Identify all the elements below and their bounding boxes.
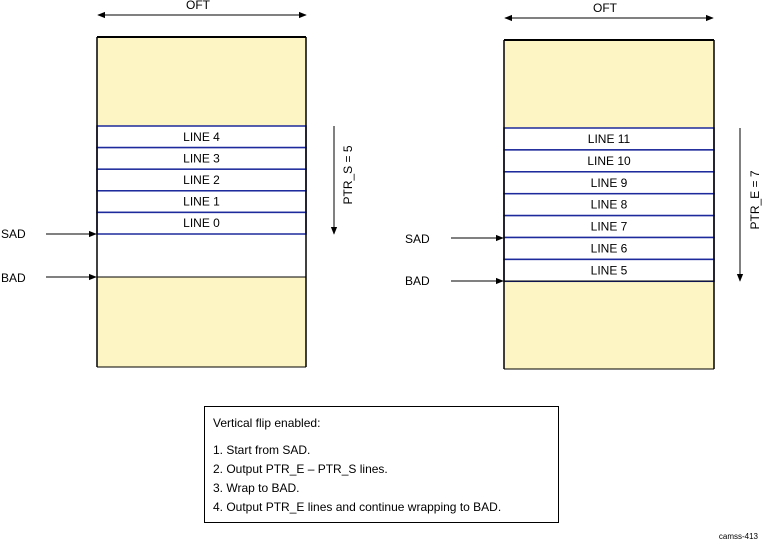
note-step-3: 3. Wrap to BAD.: [213, 481, 300, 495]
note-step-2: 2. Output PTR_E – PTR_S lines.: [213, 462, 388, 476]
right-lower-region: [504, 281, 714, 369]
right-bad-label: BAD: [405, 274, 430, 288]
left-sad-label: SAD: [1, 227, 26, 241]
figure-id: camss-413: [718, 532, 758, 541]
right-upper-region: [504, 40, 714, 128]
right-buffer: [405, 1, 762, 369]
left-line-label: LINE 4: [183, 129, 220, 144]
right-line-stack: [504, 128, 714, 281]
left-line-stack: [97, 126, 306, 234]
left-pointer-label: PTR_S = 5: [341, 145, 355, 205]
right-line-label: LINE 6: [590, 241, 628, 256]
right-line-label: LINE 10: [587, 153, 631, 168]
flip-notes-box: [204, 406, 559, 523]
left-line-label: LINE 1: [183, 194, 220, 209]
left-line-label: LINE 2: [183, 173, 220, 187]
note-step-4: 4. Output PTR_E lines and continue wrapping to BAD.: [213, 500, 502, 514]
right-line-label: LINE 9: [590, 175, 628, 190]
left-width-label: OFT: [186, 0, 210, 12]
right-line-label: LINE 8: [590, 197, 628, 212]
left-lower-region: [97, 277, 306, 367]
right-width-label: OFT: [593, 1, 617, 15]
right-line-label: LINE 5: [590, 263, 628, 278]
left-line-label: LINE 0: [183, 216, 220, 231]
right-pointer-label: PTR_E = 7: [748, 170, 762, 230]
left-upper-region: [97, 37, 306, 126]
notes-title: Vertical flip enabled:: [213, 416, 321, 430]
right-sad-label: SAD: [405, 232, 430, 246]
left-buffer: [1, 0, 355, 367]
left-line-label: LINE 3: [183, 151, 220, 166]
note-step-1: 1. Start from SAD.: [213, 443, 311, 457]
right-line-label: LINE 11: [587, 131, 631, 146]
left-bad-label: BAD: [1, 271, 26, 285]
right-line-label: LINE 7: [590, 219, 628, 234]
